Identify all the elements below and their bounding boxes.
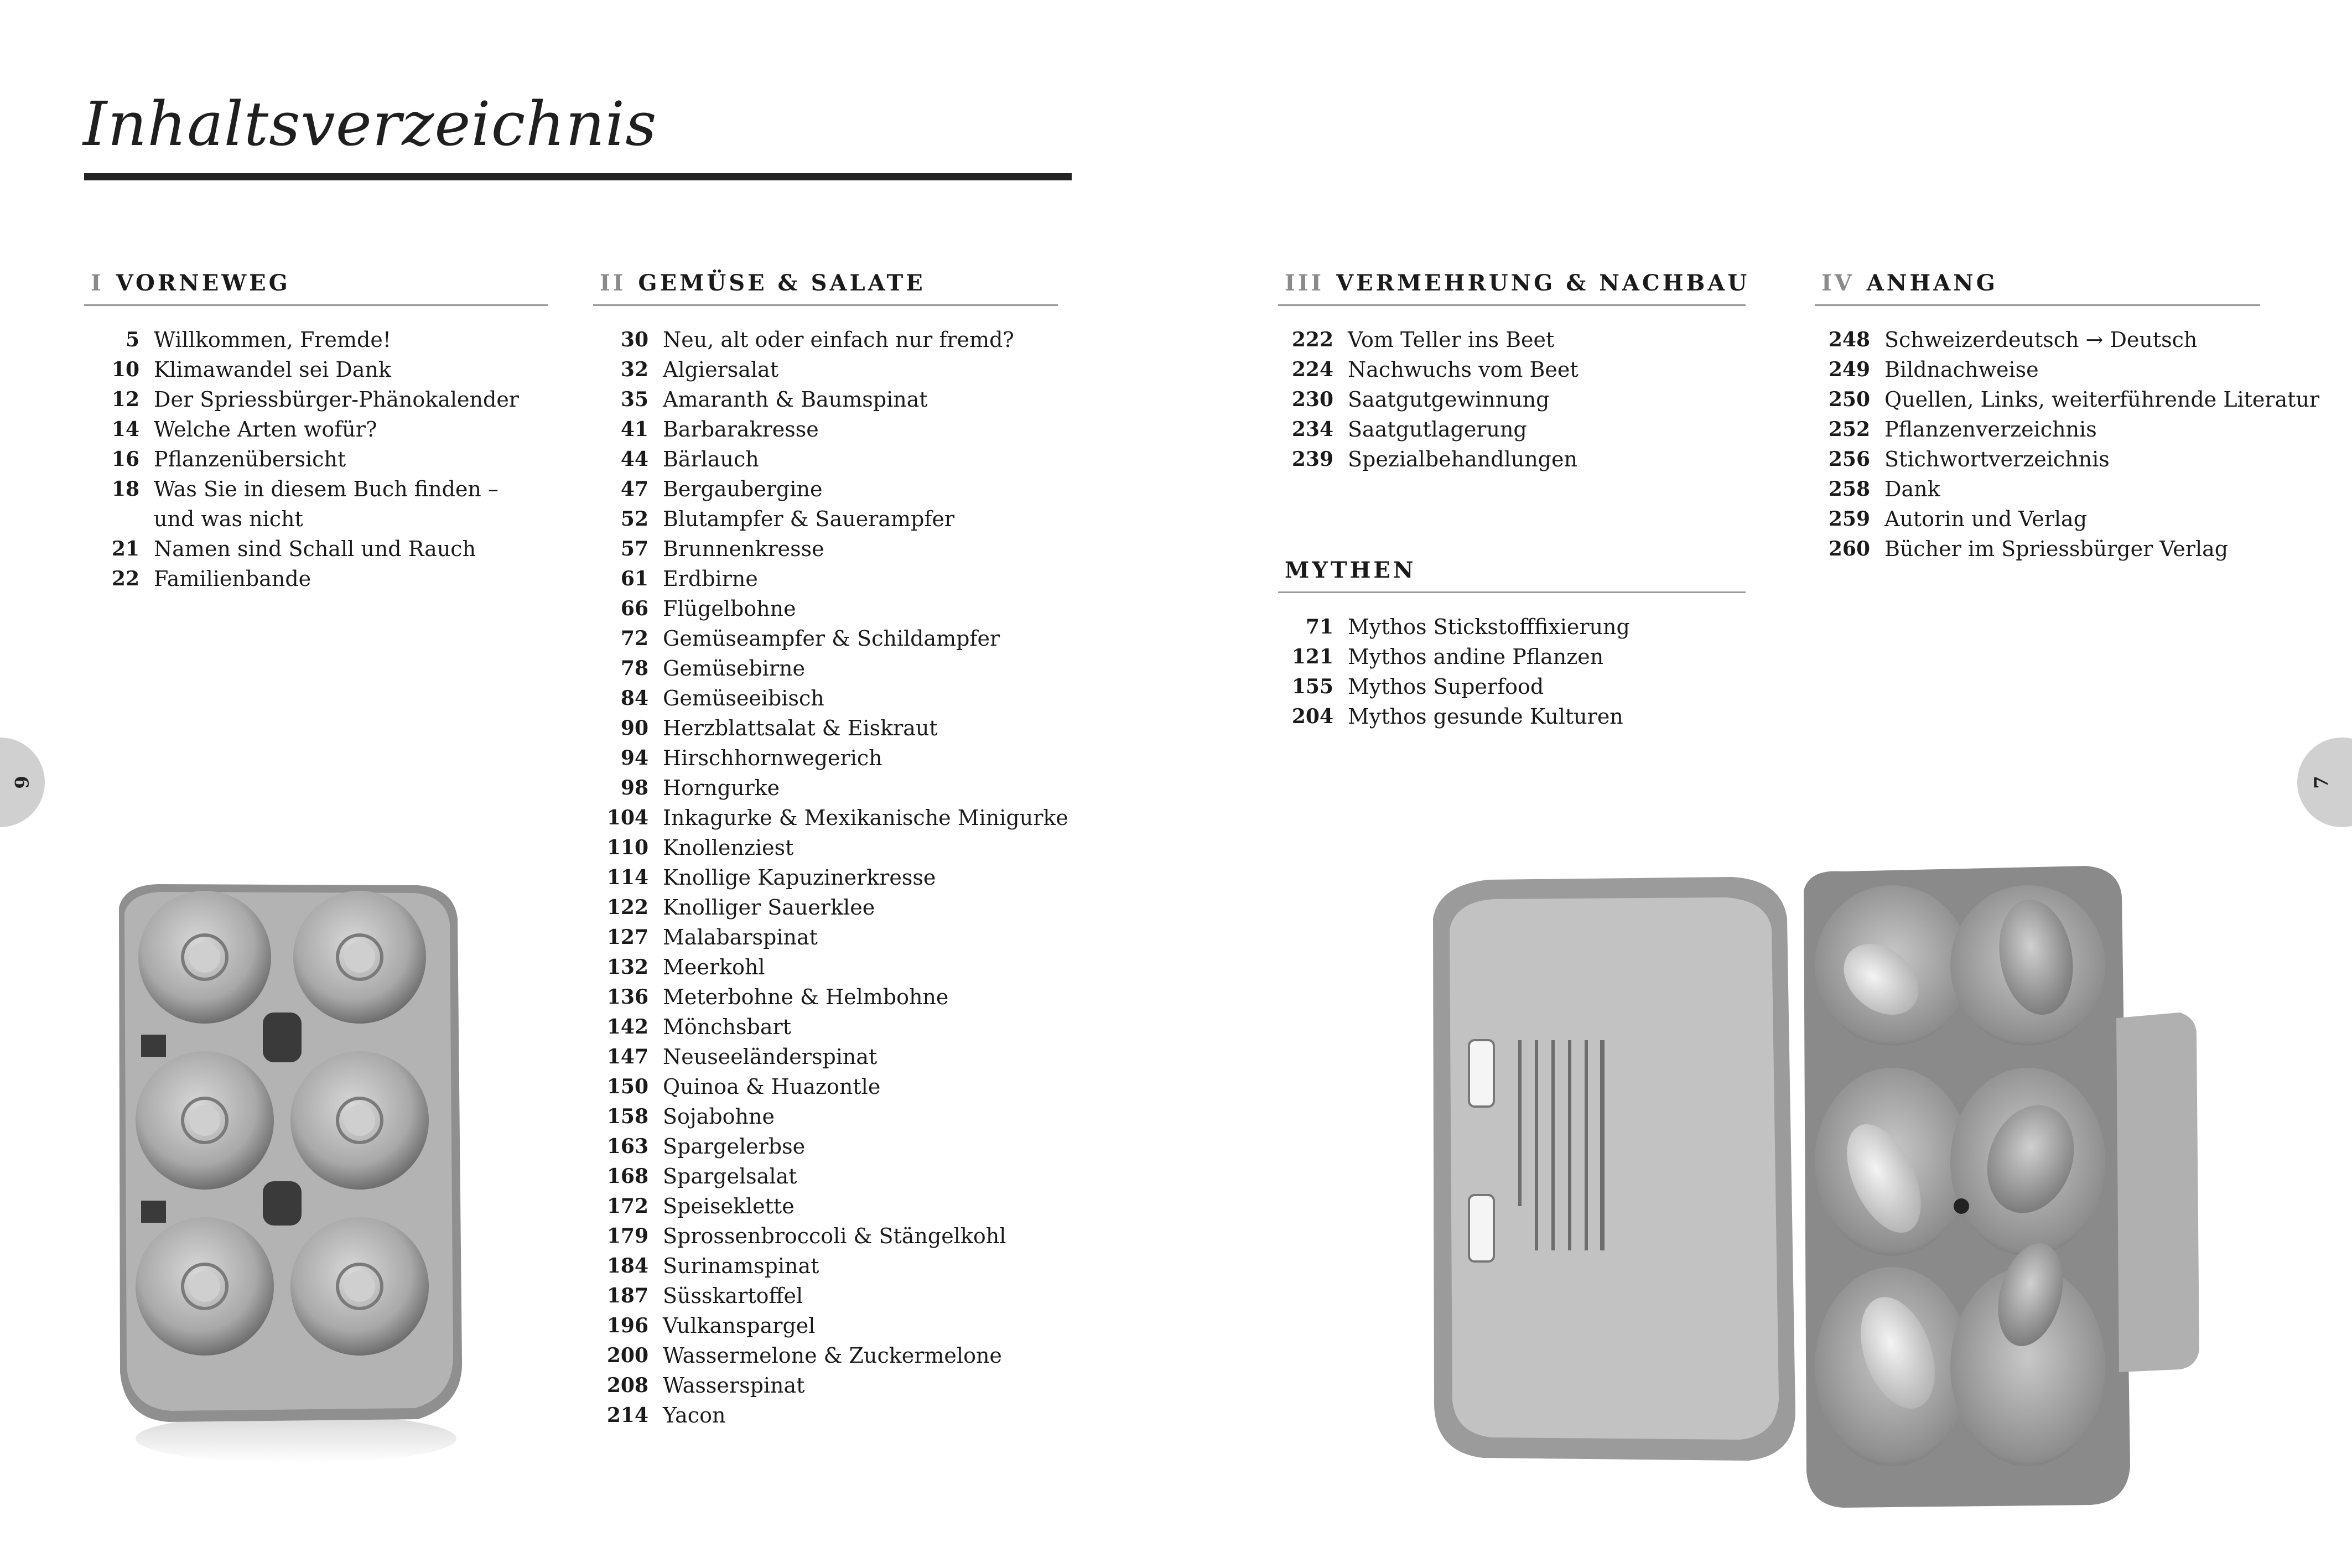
toc-entry-title: Spargelsalat — [663, 1164, 797, 1188]
toc-page-number: 234 — [1291, 418, 1333, 441]
toc-page-number: 260 — [1828, 537, 1870, 560]
toc-page-number: 136 — [606, 985, 648, 1009]
toc-page-number: 208 — [606, 1374, 648, 1397]
toc-entry-title: Bücher im Spriessbürger Verlag — [1884, 537, 2229, 561]
toc-entry-title: Quellen, Links, weiterführende Literatur — [1884, 387, 2320, 412]
egg-carton-closed-photo — [108, 874, 473, 1472]
toc-entry-title: Spezialbehandlungen — [1348, 447, 1577, 471]
toc-page-number: 104 — [606, 806, 648, 829]
toc-entry — [593, 1012, 1058, 1042]
toc-page-number: 122 — [606, 896, 648, 919]
toc-entry — [1815, 414, 2260, 444]
toc-entry — [593, 564, 1058, 594]
toc-entry — [593, 594, 1058, 624]
section-anhang — [1815, 270, 2320, 564]
toc-page-number: 22 — [111, 567, 139, 590]
toc-entry-title: Meerkohl — [663, 955, 765, 979]
toc-page-number: 78 — [620, 657, 648, 680]
toc-entry — [593, 653, 1058, 683]
toc-page-number: 184 — [606, 1254, 648, 1278]
section-heading — [1815, 270, 2260, 306]
page-number-tab-left — [0, 738, 45, 827]
section-title: MYTHEN — [1285, 557, 1416, 583]
toc-page-number: 158 — [606, 1105, 648, 1128]
section-title: GEMÜSE & SALATE — [638, 270, 926, 296]
toc-page-number: 168 — [606, 1165, 648, 1188]
toc-entry — [84, 534, 548, 564]
toc-entry-title: Bildnachweise — [1884, 357, 2039, 382]
toc-entry — [593, 1341, 1058, 1370]
toc-page-number: 10 — [111, 358, 139, 381]
toc-page-number: 52 — [620, 507, 648, 531]
toc-entry — [593, 1072, 1058, 1102]
toc-page-number: 32 — [620, 358, 648, 381]
section-roman-numeral: I — [91, 270, 104, 296]
toc-entry — [1815, 355, 2260, 385]
page-number-left: 6 — [9, 776, 32, 789]
toc-entry-title: Neu, alt oder einfach nur fremd? — [663, 328, 1014, 352]
toc-entry-title: Flügelbohne — [663, 596, 796, 621]
toc-page-number: 252 — [1828, 418, 1870, 441]
toc-page-number: 72 — [620, 627, 648, 650]
toc-entry — [593, 474, 1058, 504]
toc-entry — [593, 444, 1058, 474]
toc-entry — [1278, 672, 1746, 702]
toc-page-number: 57 — [620, 537, 648, 560]
toc-page-number: 110 — [606, 836, 648, 859]
section-mythen — [1278, 557, 1746, 731]
toc-page-number: 98 — [620, 776, 648, 799]
toc-page-number: 121 — [1291, 645, 1333, 668]
toc-entry-title: Horngurke — [663, 776, 780, 800]
toc-entry-title: Bergaubergine — [663, 477, 823, 501]
toc-entry — [593, 1042, 1058, 1072]
toc-entry-title: Mythos Superfood — [1348, 674, 1544, 699]
toc-page-number: 230 — [1291, 388, 1333, 411]
toc-entry-title: Blutampfer & Sauerampfer — [663, 507, 955, 531]
toc-entry-title: und was nicht — [154, 507, 303, 531]
toc-page-number: 30 — [620, 328, 648, 351]
toc-entry-title: Erdbirne — [663, 567, 758, 591]
page-number-tab-right — [2297, 738, 2352, 827]
toc-entry — [593, 952, 1058, 982]
section-vermehrung-nachbau — [1278, 270, 1750, 474]
toc-entry — [593, 713, 1058, 743]
toc-entry — [593, 355, 1058, 385]
toc-entry-title: Knollige Kapuzinerkresse — [663, 865, 936, 890]
toc-page-number: 250 — [1828, 388, 1870, 411]
toc-entry — [593, 1311, 1058, 1341]
toc-page-number: 21 — [111, 537, 139, 560]
toc-entry — [1278, 444, 1746, 474]
toc-entry-title: Barbarakresse — [663, 417, 819, 442]
toc-page-number: 155 — [1291, 675, 1333, 698]
toc-page-number: 256 — [1828, 448, 1870, 471]
toc-entry — [1815, 474, 2260, 504]
toc-entry — [593, 1102, 1058, 1131]
toc-page-number: 179 — [606, 1224, 648, 1248]
toc-entry-title: Wassermelone & Zuckermelone — [663, 1343, 1002, 1368]
toc-page-number: 18 — [111, 477, 139, 501]
toc-entry-title: Pflanzenübersicht — [154, 447, 346, 471]
toc-entry — [1278, 642, 1746, 672]
toc-entry — [1815, 534, 2260, 564]
toc-page-number: 249 — [1828, 358, 1870, 381]
toc-page-number: 258 — [1828, 477, 1870, 501]
section-heading — [84, 270, 548, 306]
toc-entry-title: Vulkanspargel — [663, 1313, 816, 1338]
section-heading — [1278, 557, 1746, 593]
toc-entry — [593, 1400, 1058, 1430]
toc-page-number: 204 — [1291, 705, 1333, 728]
toc-entry — [1278, 702, 1746, 731]
toc-entry-title: Quinoa & Huazontle — [663, 1074, 881, 1099]
toc-entry — [84, 504, 548, 534]
toc-list — [593, 325, 1068, 1430]
section-vorneweg — [84, 270, 548, 594]
toc-entry — [593, 504, 1058, 534]
toc-page-number: 14 — [111, 418, 139, 441]
egg-carton-open-photo — [1422, 852, 2257, 1533]
section-roman-numeral: II — [600, 270, 626, 296]
toc-entry — [84, 355, 548, 385]
toc-entry — [84, 385, 548, 414]
toc-entry — [1278, 414, 1746, 444]
toc-entry-title: Gemüsebirne — [663, 656, 805, 681]
toc-entry-title: Inkagurke & Mexikanische Minigurke — [663, 806, 1068, 830]
toc-entry — [593, 982, 1058, 1012]
section-roman-numeral: IV — [1821, 270, 1855, 296]
toc-entry — [84, 564, 548, 594]
toc-entry-title: Der Spriessbürger-Phänokalender — [154, 387, 519, 412]
toc-entry — [593, 773, 1058, 803]
toc-entry — [593, 1131, 1058, 1161]
toc-page-number: 259 — [1828, 507, 1870, 531]
toc-page-number: 222 — [1291, 328, 1333, 351]
toc-page-number: 41 — [620, 418, 648, 441]
toc-page-number: 150 — [606, 1075, 648, 1098]
toc-entry-title: Mythos andine Pflanzen — [1348, 645, 1604, 669]
toc-page-number: 187 — [606, 1284, 648, 1307]
toc-entry — [1815, 444, 2260, 474]
toc-entry-title: Brunnenkresse — [663, 537, 824, 561]
section-title: VERMEHRUNG & NACHBAU — [1336, 270, 1750, 296]
toc-entry-title: Was Sie in diesem Buch finden – — [154, 477, 499, 501]
toc-page-number: 5 — [125, 328, 139, 351]
toc-entry — [1278, 385, 1746, 414]
toc-entry — [593, 1281, 1058, 1311]
toc-entry — [593, 892, 1058, 922]
toc-entry — [1815, 385, 2320, 414]
toc-entry — [593, 922, 1058, 952]
toc-page-number: 114 — [606, 866, 648, 889]
section-title: VORNEWEG — [116, 270, 290, 296]
toc-entry-title: Gemüseampfer & Schildampfer — [663, 626, 1000, 651]
title-rule — [84, 173, 1072, 180]
toc-entry — [1278, 612, 1746, 642]
toc-page-number: 248 — [1828, 328, 1870, 351]
toc-page-number: 127 — [606, 926, 648, 949]
toc-page-number: 12 — [111, 388, 139, 411]
toc-entry-title: Algiersalat — [663, 357, 778, 382]
toc-entry — [593, 1161, 1058, 1191]
toc-entry — [84, 414, 548, 444]
toc-entry-title: Wasserspinat — [663, 1373, 805, 1398]
toc-page-number: 94 — [620, 746, 648, 770]
toc-entry-title: Hirschhornwegerich — [663, 746, 882, 770]
toc-entry-title: Knollenziest — [663, 835, 794, 860]
toc-entry-title: Welche Arten wofür? — [154, 417, 377, 442]
toc-entry — [593, 534, 1058, 564]
toc-entry — [593, 1370, 1058, 1400]
toc-entry — [1278, 355, 1746, 385]
toc-entry-title: Spargelerbse — [663, 1134, 806, 1159]
toc-entry-title: Familienbande — [154, 567, 311, 591]
toc-page-number: 132 — [606, 956, 648, 979]
toc-page-number: 90 — [620, 716, 648, 740]
toc-page-number: 61 — [620, 567, 648, 590]
toc-page-number: 84 — [620, 687, 648, 710]
toc-entry-title: Saatgutlagerung — [1348, 417, 1527, 442]
toc-page-number: 47 — [620, 477, 648, 501]
toc-page-number: 71 — [1305, 615, 1333, 638]
toc-entry — [593, 325, 1058, 355]
toc-list — [1278, 612, 1746, 731]
toc-entry — [593, 1221, 1058, 1251]
section-heading — [1278, 270, 1750, 306]
toc-entry-title: Herzblattsalat & Eiskraut — [663, 716, 938, 740]
toc-entry-title: Vom Teller ins Beet — [1348, 328, 1555, 352]
toc-entry-title: Willkommen, Fremde! — [154, 328, 392, 352]
toc-entry-title: Sprossenbroccoli & Stängelkohl — [663, 1224, 1006, 1248]
toc-entry-title: Süsskartoffel — [663, 1284, 803, 1308]
toc-entry-title: Mythos gesunde Kulturen — [1348, 704, 1623, 729]
toc-entry-title: Speiseklette — [663, 1194, 795, 1218]
toc-page-number: 35 — [620, 388, 648, 411]
toc-page-number: 172 — [606, 1195, 648, 1218]
toc-page-number: 163 — [606, 1135, 648, 1158]
toc-entry-title: Surinamspinat — [663, 1254, 819, 1278]
toc-entry-title: Mönchsbart — [663, 1015, 791, 1039]
toc-entry — [593, 1251, 1058, 1281]
toc-entry — [1815, 504, 2260, 534]
toc-entry-title: Pflanzenverzeichnis — [1884, 417, 2097, 442]
toc-entry-title: Stichwortverzeichnis — [1884, 447, 2110, 471]
toc-entry-title: Namen sind Schall und Rauch — [154, 537, 476, 561]
toc-list — [1815, 325, 2320, 564]
toc-page-number: 214 — [606, 1404, 648, 1427]
section-gemuese-salate — [593, 270, 1068, 1430]
toc-entry — [84, 444, 548, 474]
toc-entry — [593, 803, 1068, 833]
toc-entry-title: Neuseeländerspinat — [663, 1045, 878, 1069]
toc-entry — [593, 683, 1058, 713]
toc-entry-title: Mythos Stickstofffixierung — [1348, 615, 1630, 639]
toc-entry-title: Sojabohne — [663, 1104, 775, 1129]
toc-list — [84, 325, 548, 594]
toc-entry-title: Yacon — [663, 1403, 726, 1427]
toc-entry-title: Saatgutgewinnung — [1348, 387, 1550, 412]
section-heading — [593, 270, 1058, 306]
toc-entry — [593, 863, 1058, 892]
toc-entry-title: Klimawandel sei Dank — [154, 357, 391, 382]
toc-page-number: 142 — [606, 1015, 648, 1039]
toc-entry — [1815, 325, 2260, 355]
toc-entry-title: Nachwuchs vom Beet — [1348, 357, 1579, 382]
toc-page-number: 200 — [606, 1344, 648, 1367]
toc-page-number: 16 — [111, 448, 139, 471]
toc-entry — [593, 743, 1058, 773]
toc-entry-title: Meterbohne & Helmbohne — [663, 985, 949, 1009]
section-roman-numeral: III — [1285, 270, 1325, 296]
toc-entry — [84, 474, 548, 504]
toc-entry-title: Dank — [1884, 477, 1940, 501]
toc-entry — [84, 325, 548, 355]
toc-entry-title: Schweizerdeutsch → Deutsch — [1884, 328, 2198, 352]
toc-entry-title: Knolliger Sauerklee — [663, 895, 875, 920]
toc-entry-title: Amaranth & Baumspinat — [663, 387, 928, 412]
toc-page-number: 44 — [620, 448, 648, 471]
toc-entry-title: Malabarspinat — [663, 925, 818, 949]
toc-page-number: 224 — [1291, 358, 1333, 381]
page-title: Inhaltsverzeichnis — [83, 89, 657, 159]
toc-entry — [593, 414, 1058, 444]
toc-page-number: 239 — [1291, 448, 1333, 471]
toc-page-number: 66 — [620, 597, 648, 620]
toc-entry — [593, 385, 1058, 414]
toc-entry — [593, 833, 1058, 863]
toc-entry — [593, 624, 1058, 653]
section-title: ANHANG — [1866, 270, 1998, 296]
toc-entry-title: Bärlauch — [663, 447, 759, 471]
toc-entry-title: Autorin und Verlag — [1884, 507, 2088, 531]
toc-entry — [593, 1191, 1058, 1221]
toc-entry-title: Gemüseeibisch — [663, 686, 824, 710]
page-number-right: 7 — [2310, 776, 2333, 789]
toc-page-number: 147 — [606, 1045, 648, 1068]
toc-entry — [1278, 325, 1746, 355]
toc-page-number: 196 — [606, 1314, 648, 1337]
toc-list — [1278, 325, 1746, 474]
